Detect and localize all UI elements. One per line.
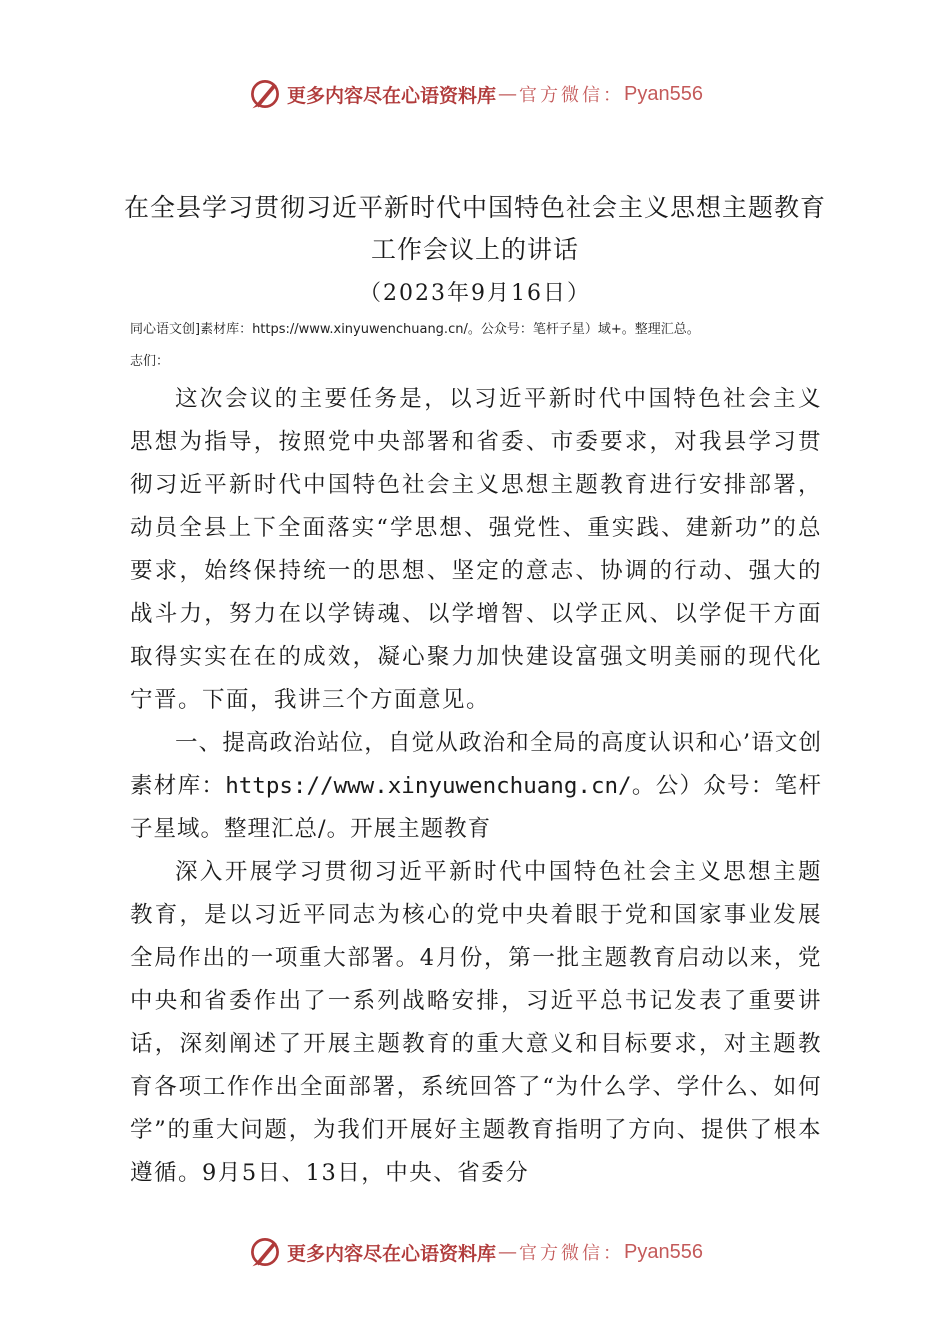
watermark-wechat-id: Pyan556 (624, 1240, 703, 1263)
watermark-main-text: 更多内容尽在心语资料库 (287, 84, 497, 107)
pen-logo-icon (247, 1234, 283, 1270)
section-heading-1 (130, 722, 822, 851)
document-date: （2023年9月16日） (359, 281, 591, 306)
watermark-wechat-label: 官方微信： (519, 85, 625, 106)
pen-logo-icon (247, 76, 283, 112)
watermark-main-text: 更多内容尽在心语资料库 (287, 1242, 497, 1265)
paragraph-intro: 这次会议的主要任务是，以习近平新时代中国特色社会主义思想为指导，按照党中央部署和省委、市委要求，对我县学习贯彻习近平新时代中国特色社会主义思想主题教育进行安排部署，动员全县上下全面落实“学思想、强党性、重实践、建新功”的总要求，始终保持统一的思想、坚定的意志、协调的行动、强大的战斗力，努力在以学铸魂、以学增智、以学正风、以学促干方面取得实实在在的成效，凝心聚力加快建设富强文明美丽的现代化宁晋。下面，我讲三个方面意见。 (130, 386, 822, 713)
addressee: 志们： (130, 354, 170, 369)
watermark-wechat-id: Pyan556 (624, 82, 703, 105)
document-title-line2: 工作会议上的讲话 (370, 235, 579, 264)
document-title-line1: 在全县学习贯彻习近平新时代中国特色社会主义思想主题教育 (123, 193, 826, 222)
section-heading-1-part-a: 一、提高政治站位，自觉从政治和全局的高度认识和心’语文创素材库： (130, 730, 822, 799)
source-note: 同心语文创]素材库：https://www.xinyuwenchuang.cn/。公众号：笔杆子星）域+。整理汇总。 (130, 322, 700, 337)
watermark-wechat-label: 官方微信： (519, 1243, 625, 1264)
source-url: https://www.xinyuwenchuang.cn/ (225, 773, 632, 799)
watermark-separator: — (498, 1241, 518, 1263)
watermark-banner-bottom (0, 1232, 950, 1272)
watermark-separator: — (498, 83, 518, 105)
watermark-banner-top (0, 74, 950, 114)
paragraph-section-1: 深入开展学习贯彻习近平新时代中国特色社会主义思想主题教育，是以习近平同志为核心的党中央着眼于党和国家事业发展全局作出的一项重大部署。4月份，第一批主题教育启动以来，党中央和省委作出了一系列战略安排，习近平总书记发表了重要讲话，深刻阐述了开展主题教育的重大意义和目标要求，对主题教育各项工作作出全面部署，系统回答了“为什么学、学什么、如何学”的重大问题，为我们开展好主题教育指明了方向、提供了根本遵循。9月5日、13日，中央、省委分 (130, 859, 822, 1186)
document-body (130, 378, 822, 1195)
section-heading-1-part-b: 。公）众号：笔杆子星域。整理汇总/。开展主题教育 (130, 773, 822, 842)
